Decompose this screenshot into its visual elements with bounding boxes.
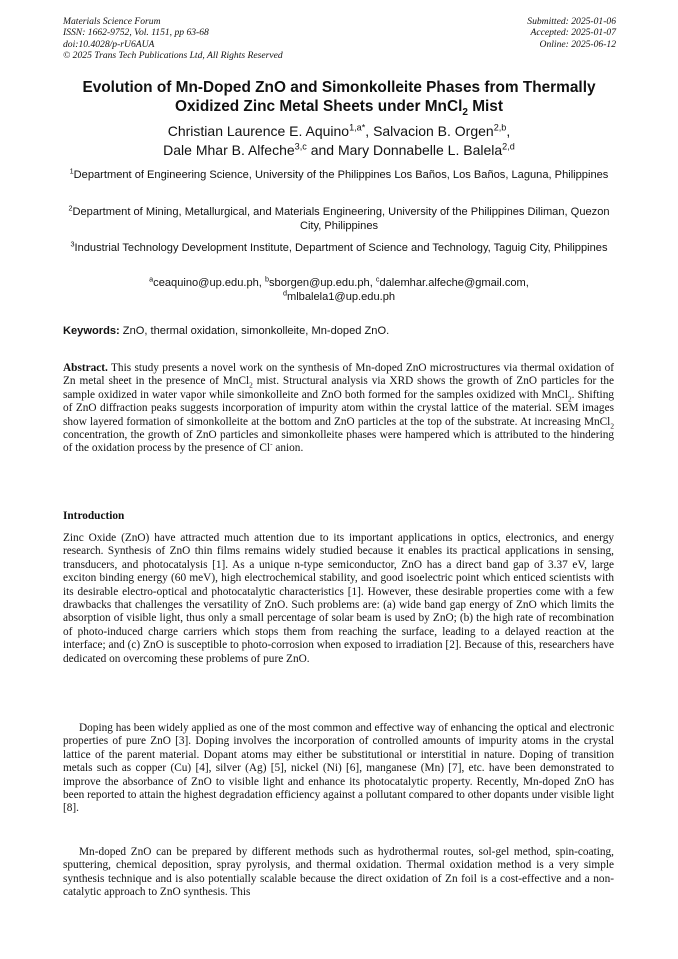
- author-1: Christian Laurence E. Aquino: [167, 123, 350, 139]
- author-4: Mary Donnabelle L. Balela: [337, 142, 503, 158]
- author-separator: ,: [506, 123, 511, 139]
- title-line-2-text: Oxidized Zinc Metal Sheets under MnCl: [175, 97, 463, 115]
- affiliation-3: [64, 241, 614, 255]
- email-b-mark: b: [264, 274, 269, 284]
- journal-copyright: © 2025 Trans Tech Publications Ltd, All Rights Reserved: [63, 49, 283, 61]
- affiliation-2: [64, 205, 614, 233]
- keywords-text: ZnO, thermal oxidation, simonkolleite, Mn-doped ZnO.: [119, 325, 390, 337]
- author-2-affil: 2,b: [493, 122, 507, 133]
- affiliation-1-mark: 1: [69, 166, 74, 176]
- author-separator: ,: [365, 123, 374, 139]
- abstract-text: mist. Structural analysis via XRD shows the growth of ZnO particles for the sample oxidized in water vapor while simonkolleite and ZnO both formed for the samples oxidized with MnCl: [63, 375, 614, 401]
- email-a-mark: a: [149, 274, 154, 284]
- author-2: Salvacion B. Orgen: [373, 123, 494, 139]
- abstract-superscript: -: [270, 439, 273, 449]
- introduction-paragraph-1: Zinc Oxide (ZnO) have attracted much attention due to its important applications in optics, electronics, and energy research. Synthesis of ZnO thin films remains widely studied because it enables its practical applications in sensing, transducers, and photocatalysis [1]. As a unique n-type semiconductor, ZnO has a direct band gap of 3.37 eV, large exciton binding energy (60 meV), high electrochemical stability, and good isoelectric point which enticed scientists with its desirable electro-optical and photocatalytic characteristics [1]. However, these desirable properties come with a few drawbacks that challenges the versatility of ZnO. Such problems are: (a) wide band gap energy of ZnO which limits the absorption of visible light, thus only a small percentage of solar beam is used by ZnO; (b) the high rate of recombination of photo-induced charge carriers which stops them from reaching the surface, leading to a delayed reaction at the interface; and (c) ZnO is susceptible to photo-corrosion when exposed to irradiation [2]. Because of this, researchers have dedicated on overcoming these problems of pure ZnO.: [63, 532, 614, 665]
- abstract-label: Abstract.: [63, 362, 108, 374]
- affiliation-3-text: Industrial Technology Development Institute, Department of Science and Technology, Taguig City, Philippines: [74, 242, 608, 254]
- affiliation-2-text: Department of Mining, Metallurgical, and Materials Engineering, University of the Philippines Diliman, Quezon City, Philippines: [72, 206, 610, 233]
- introduction-paragraph-3: Mn-doped ZnO can be prepared by different methods such as hydrothermal routes, sol-gel method, spin-coating, sputtering, chemical deposition, spray pyrolysis, and thermal oxidation. Thermal oxidation method is a very simple synthesis technique and is also potentially scalable because the direct oxidation of Zn foil is a cost-effective and a non-catalytic approach to ZnO synthesis. This: [63, 846, 614, 899]
- accepted-date: Accepted: 2025-01-07: [530, 27, 616, 39]
- email-b[interactable]: sborgen@up.edu.ph,: [268, 277, 376, 289]
- journal-header-left: [63, 16, 283, 61]
- title-line-2-end: Mist: [467, 97, 503, 115]
- affiliation-1: [64, 168, 614, 182]
- journal-issn: ISSN: 1662-9752, Vol. 1151, pp 63-68: [63, 27, 209, 39]
- author-3-affil: 3,c: [294, 141, 307, 152]
- section-heading-introduction: Introduction: [63, 510, 125, 522]
- title-line-1: Evolution of Mn-Doped ZnO and Simonkolleite Phases from Thermally: [82, 79, 596, 96]
- email-c[interactable]: dalemhar.alfeche@gmail.com,: [379, 277, 529, 289]
- abstract-subscript: 2: [568, 394, 572, 404]
- email-line-1: [64, 276, 614, 290]
- journal-doi[interactable]: doi:10.4028/p-rU6AUA: [63, 38, 155, 50]
- email-c-mark: c: [375, 274, 380, 284]
- keywords: [63, 325, 623, 337]
- author-line-2: [40, 141, 638, 160]
- abstract: [63, 362, 614, 456]
- affiliation-2-mark: 2: [68, 203, 73, 213]
- affiliation-3-mark: 3: [70, 239, 75, 249]
- author-list: [40, 122, 638, 160]
- introduction-paragraph-2: Doping has been widely applied as one of the most common and effective way of enhancing the optical and electronic properties of pure ZnO [3]. Doping involves the incorporation of controlled amounts of impurity atoms in the crystal lattice of the parent material. Dopant atoms may either be substitutional or interstitial in nature. Doping of transition metals such as copper (Cu) [4], silver (Ag) [5], nickel (Ni) [6], manganese (Mn) [7], etc. have been demonstrated to improve the absorbance of ZnO to visible light and enhance its photocatalytic property. Recently, Mn-doped ZnO has been reported to attain the highest degradation efficiency against a pollutant compared to other dopants under visible light [8].: [63, 722, 614, 815]
- keywords-label: Keywords:: [63, 325, 120, 337]
- paper-title: [40, 79, 638, 116]
- title-subscript: 2: [462, 106, 468, 118]
- author-line-1: [40, 122, 638, 141]
- affiliation-1-text: Department of Engineering Science, University of the Philippines Los Baños, Los Baños, Laguna, Philippines: [73, 169, 609, 181]
- author-separator: and: [306, 142, 338, 158]
- abstract-text: anion.: [272, 442, 304, 455]
- title-line-2: [40, 98, 638, 117]
- author-1-affil: 1,a*: [349, 122, 366, 133]
- abstract-text: . Shifting of ZnO diffraction peaks suggests incorporation of impurity atom within the crystal lattice of the material. SEM images show layered formation of simonkolleite at the bottom and ZnO particles at the top of the substrate. At increasing MnCl: [63, 388, 614, 428]
- email-line-2: [64, 290, 614, 304]
- email-d[interactable]: mlbalela1@up.edu.ph: [286, 291, 396, 304]
- abstract-text: This study presents a novel work on the synthesis of Mn-doped ZnO microstructures via thermal oxidation of Zn metal sheet in the presence of MnCl: [63, 362, 614, 388]
- author-3: Dale Mhar B. Alfeche: [163, 142, 295, 158]
- submitted-date: Submitted: 2025-01-06: [527, 16, 616, 27]
- email-a[interactable]: ceaquino@up.edu.ph,: [153, 277, 265, 289]
- email-d-mark: d: [282, 288, 287, 298]
- online-date: Online: 2025-06-12: [539, 38, 616, 50]
- abstract-subscript: 2: [249, 380, 253, 390]
- email-list: [64, 276, 614, 304]
- journal-name: Materials Science Forum: [63, 16, 161, 27]
- author-4-affil: 2,d: [502, 141, 515, 152]
- abstract-subscript: 2: [610, 420, 614, 430]
- abstract-text: concentration, the growth of ZnO particles and simonkolleite phases were hampered which is attributed to the hindering of the oxidation process by the presence of Cl: [63, 429, 614, 455]
- journal-header-right: [527, 16, 616, 50]
